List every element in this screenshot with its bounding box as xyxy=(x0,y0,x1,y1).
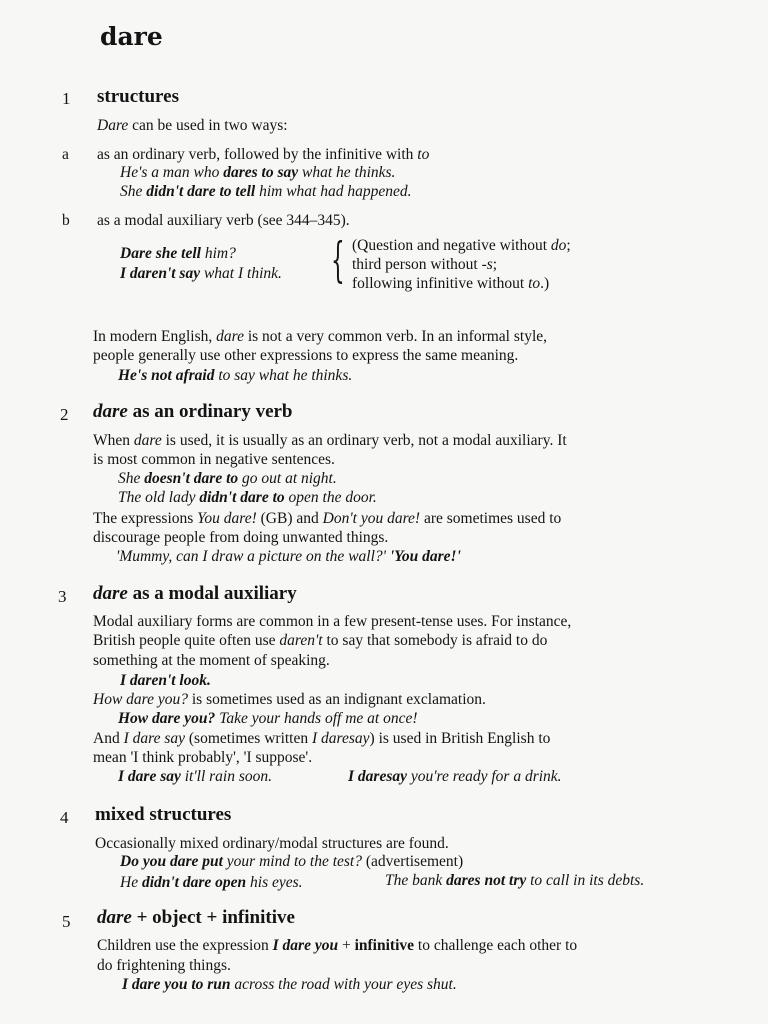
example-sentence: I daren't look. xyxy=(120,672,211,689)
example-sentence: How dare you? Take your hands off me at once! xyxy=(118,710,418,727)
example-sentence: Do you dare put your mind to the test? (advertisement) xyxy=(120,853,464,870)
section-number: 1 xyxy=(62,89,71,108)
section-heading: dare as an ordinary verb xyxy=(93,401,293,422)
paragraph-line: Dare can be used in two ways: xyxy=(97,117,288,134)
example-sentence: I dare you to run across the road with your eyes shut. xyxy=(122,976,457,993)
example-sentence: I dare say it'll rain soon. xyxy=(118,768,273,785)
section-number: 5 xyxy=(62,912,71,931)
paragraph-line: The expressions You dare! (GB) and Don't you dare! are sometimes used to xyxy=(93,510,562,527)
list-letter: b xyxy=(62,212,70,229)
paragraph-line: How dare you? is sometimes used as an indignant exclamation. xyxy=(93,691,486,708)
section-heading: dare + object + infinitive xyxy=(97,907,295,928)
paragraph-line: discourage people from doing unwanted things. xyxy=(93,529,389,546)
section-heading: dare as a modal auxiliary xyxy=(93,583,297,604)
note-line: third person without -s; xyxy=(352,256,498,273)
section-heading: structures xyxy=(97,86,179,107)
paragraph-line: is most common in negative sentences. xyxy=(93,451,335,468)
example-sentence: He didn't dare open his eyes. xyxy=(120,874,303,891)
note-line: following infinitive without to.) xyxy=(352,275,550,292)
paragraph-line: Children use the expression I dare you + infinitive to challenge each other to xyxy=(97,937,578,954)
paragraph-line: something at the moment of speaking. xyxy=(93,652,330,669)
example-sentence: I daresay you're ready for a drink. xyxy=(348,768,562,785)
brace-symbol: { xyxy=(331,232,345,288)
example-sentence: He's a man who dares to say what he thinks. xyxy=(120,164,396,181)
paragraph-line: In modern English, dare is not a very common verb. In an informal style, xyxy=(93,328,548,345)
paragraph-line: British people quite often use daren't to say that somebody is afraid to do xyxy=(93,632,548,649)
page-title: dare xyxy=(100,22,163,51)
example-sentence: 'Mummy, can I draw a picture on the wall?' 'You dare!' xyxy=(116,548,461,565)
section-number: 3 xyxy=(58,587,67,606)
example-sentence: The bank dares not try to call in its debts. xyxy=(385,872,645,889)
list-item-text: as a modal auxiliary verb (see 344–345). xyxy=(97,212,350,229)
section-number: 2 xyxy=(60,405,69,424)
example-sentence: He's not afraid to say what he thinks. xyxy=(118,367,353,384)
section-heading: mixed structures xyxy=(95,804,232,825)
note-line: (Question and negative without do; xyxy=(352,237,571,254)
paragraph-line: people generally use other expressions to express the same meaning. xyxy=(93,347,519,364)
paragraph-line: When dare is used, it is usually as an ordinary verb, not a modal auxiliary. It xyxy=(93,432,567,449)
example-sentence: I daren't say what I think. xyxy=(120,265,282,282)
paragraph-line: Modal auxiliary forms are common in a few present-tense uses. For instance, xyxy=(93,613,572,630)
example-sentence: The old lady didn't dare to open the door. xyxy=(118,489,377,506)
section-number: 4 xyxy=(60,808,69,827)
example-sentence: She didn't dare to tell him what had happened. xyxy=(120,183,412,200)
paragraph-line: Occasionally mixed ordinary/modal structures are found. xyxy=(95,835,449,852)
paragraph-line: do frightening things. xyxy=(97,957,231,974)
paragraph-line: mean 'I think probably', 'I suppose'. xyxy=(93,749,313,766)
example-sentence: Dare she tell him? xyxy=(120,245,236,262)
paragraph-line: And I dare say (sometimes written I daresay) is used in British English to xyxy=(93,730,551,747)
list-letter: a xyxy=(62,146,69,163)
list-item-text: as an ordinary verb, followed by the infinitive with to xyxy=(97,146,430,163)
example-sentence: She doesn't dare to go out at night. xyxy=(118,470,337,487)
